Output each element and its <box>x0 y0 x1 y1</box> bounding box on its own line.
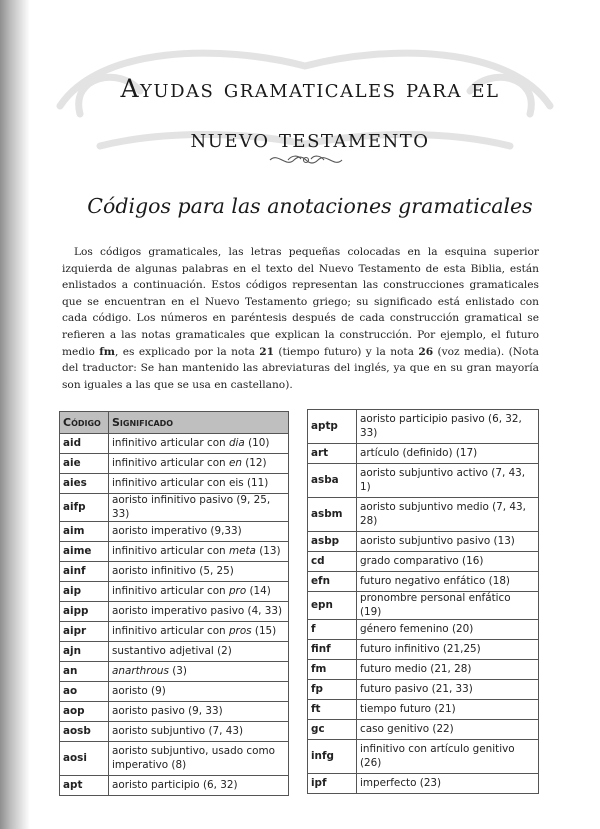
table-row <box>60 642 289 662</box>
table-row <box>308 464 539 498</box>
meaning-text: infinitivo articular con <box>112 624 229 637</box>
meaning-italic-term: anarthrous <box>112 664 169 677</box>
column-header-code: Código <box>60 412 109 434</box>
table-row <box>308 444 539 464</box>
meaning-cell <box>357 740 539 774</box>
meaning-cell <box>109 682 289 702</box>
meaning-text: grado comparativo (16) <box>360 554 484 567</box>
meaning-cell <box>357 464 539 498</box>
meaning-cell <box>357 444 539 464</box>
table-row <box>60 602 289 622</box>
code-cell: aip <box>60 582 109 602</box>
table-row <box>60 622 289 642</box>
table-row <box>60 742 289 776</box>
meaning-text: aoristo imperativo pasivo (4, 33) <box>112 604 283 617</box>
table-row <box>308 740 539 774</box>
flourish-icon <box>268 150 344 170</box>
code-cell: finf <box>308 640 357 660</box>
table-row <box>308 592 539 620</box>
code-cell: aies <box>60 474 109 494</box>
meaning-cell <box>109 522 289 542</box>
code-cell: an <box>60 662 109 682</box>
table-row <box>308 660 539 680</box>
codes-table-left <box>59 411 289 796</box>
code-cell: ainf <box>60 562 109 582</box>
meaning-text: futuro negativo enfático (18) <box>360 574 510 587</box>
code-cell: fp <box>308 680 357 700</box>
meaning-text: infinitivo articular con eis (11) <box>112 476 269 489</box>
meaning-text: aoristo infinitivo pasivo (9, 25, 33) <box>112 494 271 520</box>
table-row <box>308 680 539 700</box>
intro-code-fm: fm <box>99 345 116 358</box>
meaning-cell <box>357 498 539 532</box>
table-row <box>308 410 539 444</box>
intro-note-21: 21 <box>259 345 275 358</box>
code-cell: apt <box>60 776 109 796</box>
table-row <box>308 572 539 592</box>
meaning-text: aoristo subjuntivo (7, 43) <box>112 724 243 737</box>
table-row <box>60 494 289 522</box>
code-cell: aime <box>60 542 109 562</box>
code-cell: efn <box>308 572 357 592</box>
code-cell: asba <box>308 464 357 498</box>
meaning-cell <box>357 700 539 720</box>
code-cell: asbp <box>308 532 357 552</box>
codes-table-left-body <box>60 434 289 796</box>
table-row <box>308 720 539 740</box>
meaning-text: imperfecto (23) <box>360 776 442 789</box>
code-cell: aipp <box>60 602 109 622</box>
meaning-note: (10) <box>244 436 270 449</box>
table-row <box>308 774 539 794</box>
code-cell: ajn <box>60 642 109 662</box>
table-row <box>60 582 289 602</box>
meaning-cell <box>109 434 289 454</box>
meaning-text: infinitivo articular con <box>112 584 229 597</box>
table-row <box>60 474 289 494</box>
meaning-note: (15) <box>251 624 277 637</box>
meaning-cell <box>357 660 539 680</box>
table-row <box>308 640 539 660</box>
code-cell: aie <box>60 454 109 474</box>
meaning-cell <box>357 572 539 592</box>
meaning-text: aoristo pasivo (9, 33) <box>112 704 223 717</box>
meaning-text: tiempo futuro (21) <box>360 702 456 715</box>
intro-text-4: (voz media). (Nota del traductor: Se han mantenido las abreviaturas del inglés, ya que en su gran mayoría son iguales a las que se usa en castellano). <box>62 345 539 391</box>
code-cell: epn <box>308 592 357 620</box>
codes-table-right <box>307 409 539 794</box>
meaning-note: (14) <box>246 584 271 597</box>
meaning-text: aoristo imperativo (9,33) <box>112 524 242 537</box>
meaning-text: pronombre personal enfático (19) <box>360 592 511 618</box>
meaning-italic-term: meta <box>228 544 256 557</box>
meaning-text: infinitivo articular con <box>112 456 229 469</box>
code-cell: aid <box>60 434 109 454</box>
meaning-cell <box>109 622 289 642</box>
meaning-italic-term: dia <box>228 436 245 449</box>
code-cell: aosi <box>60 742 109 776</box>
code-cell: art <box>308 444 357 464</box>
meaning-italic-term: pros <box>228 624 252 637</box>
meaning-cell <box>109 542 289 562</box>
meaning-text: aoristo subjuntivo, usado como imperativo (8) <box>112 745 275 771</box>
meaning-cell <box>109 562 289 582</box>
table-row <box>308 620 539 640</box>
meaning-text: infinitivo articular con <box>112 544 229 557</box>
meaning-text: futuro medio (21, 28) <box>360 662 472 675</box>
code-cell: aptp <box>308 410 357 444</box>
table-row <box>60 522 289 542</box>
meaning-text: aoristo infinitivo (5, 25) <box>112 564 234 577</box>
table-row <box>308 498 539 532</box>
code-cell: aosb <box>60 722 109 742</box>
meaning-italic-term: pro <box>228 584 247 597</box>
codes-table-right-body <box>308 410 539 794</box>
code-cell: aifp <box>60 494 109 522</box>
intro-text-2: , es explicado por la nota <box>115 345 260 358</box>
meaning-text: infinitivo articular con <box>112 436 229 449</box>
meaning-cell <box>109 582 289 602</box>
code-cell: cd <box>308 552 357 572</box>
meaning-text: aoristo subjuntivo medio (7, 43, 28) <box>360 500 526 527</box>
meaning-cell <box>109 494 289 522</box>
code-cell: ft <box>308 700 357 720</box>
table-header-row <box>60 412 289 434</box>
code-cell: fm <box>308 660 357 680</box>
table-row <box>60 562 289 582</box>
table-row <box>60 776 289 796</box>
meaning-cell <box>357 640 539 660</box>
meaning-cell <box>109 722 289 742</box>
meaning-text: futuro pasivo (21, 33) <box>360 682 473 695</box>
meaning-cell <box>109 454 289 474</box>
code-cell: infg <box>308 740 357 774</box>
meaning-text: aoristo subjuntivo activo (7, 43, 1) <box>360 466 526 493</box>
intro-text-1: Los códigos gramaticales, las letras pequeñas colocadas en la esquina superior izquierda de algunas palabras en el texto del Nuevo Testamento de esta Biblia, están enlistados a continuación. Estos códigos representan las construcciones gramaticales que se encuentran en el Nuevo Testamento griego; su significado está enlistado con cada código. Los números en paréntesis después de cada construcción gramatical se refieren a las notas gramaticales que explican la construcción. Por ejemplo, el futuro medio <box>62 246 539 358</box>
code-cell: f <box>308 620 357 640</box>
section-title: Códigos para las anotaciones gramaticales <box>87 194 533 218</box>
code-cell: aim <box>60 522 109 542</box>
meaning-cell <box>357 680 539 700</box>
table-row <box>60 454 289 474</box>
meaning-text: sustantivo adjetival (2) <box>112 644 232 657</box>
meaning-cell <box>357 552 539 572</box>
table-row <box>60 662 289 682</box>
intro-note-26: 26 <box>418 345 434 358</box>
table-row <box>60 682 289 702</box>
chapter-title-line-1: Ayudas gramaticales para el <box>120 74 500 103</box>
chapter-title-line-2: nuevo testamento <box>190 124 430 153</box>
table-row <box>308 700 539 720</box>
table-row <box>60 722 289 742</box>
table-row <box>308 552 539 572</box>
meaning-cell <box>357 620 539 640</box>
code-cell: ao <box>60 682 109 702</box>
meaning-text: aoristo participio pasivo (6, 32, 33) <box>360 412 522 439</box>
table-row <box>60 702 289 722</box>
meaning-text: aoristo subjuntivo pasivo (13) <box>360 534 515 547</box>
meaning-cell <box>109 702 289 722</box>
meaning-cell <box>357 410 539 444</box>
meaning-cell <box>109 642 289 662</box>
meaning-text: aoristo participio (6, 32) <box>112 778 238 791</box>
meaning-text: artículo (definido) (17) <box>360 446 478 459</box>
code-cell: asbm <box>308 498 357 532</box>
meaning-cell <box>357 592 539 620</box>
table-row <box>308 532 539 552</box>
meaning-cell <box>109 742 289 776</box>
column-header-meaning: Significado <box>109 412 289 434</box>
meaning-cell <box>109 662 289 682</box>
code-cell: ipf <box>308 774 357 794</box>
code-cell: aipr <box>60 622 109 642</box>
table-row <box>60 542 289 562</box>
meaning-text: futuro infinitivo (21,25) <box>360 642 481 655</box>
meaning-note: (13) <box>255 544 281 557</box>
meaning-text: caso genitivo (22) <box>360 722 454 735</box>
meaning-cell <box>357 720 539 740</box>
meaning-text: aoristo (9) <box>112 684 166 697</box>
meaning-italic-term: en <box>228 456 242 469</box>
meaning-cell <box>109 474 289 494</box>
code-cell: gc <box>308 720 357 740</box>
meaning-cell <box>109 602 289 622</box>
table-row <box>60 434 289 454</box>
intro-paragraph <box>62 244 539 393</box>
meaning-cell <box>357 774 539 794</box>
meaning-cell <box>109 776 289 796</box>
meaning-note: (3) <box>168 664 187 677</box>
meaning-note: (12) <box>241 456 267 469</box>
meaning-text: infinitivo con artículo genitivo (26) <box>360 743 515 769</box>
chapter-title <box>60 64 560 164</box>
code-cell: aop <box>60 702 109 722</box>
meaning-cell <box>357 532 539 552</box>
meaning-text: género femenino (20) <box>360 622 474 635</box>
intro-text-3: (tiempo futuro) y la nota <box>274 345 419 358</box>
